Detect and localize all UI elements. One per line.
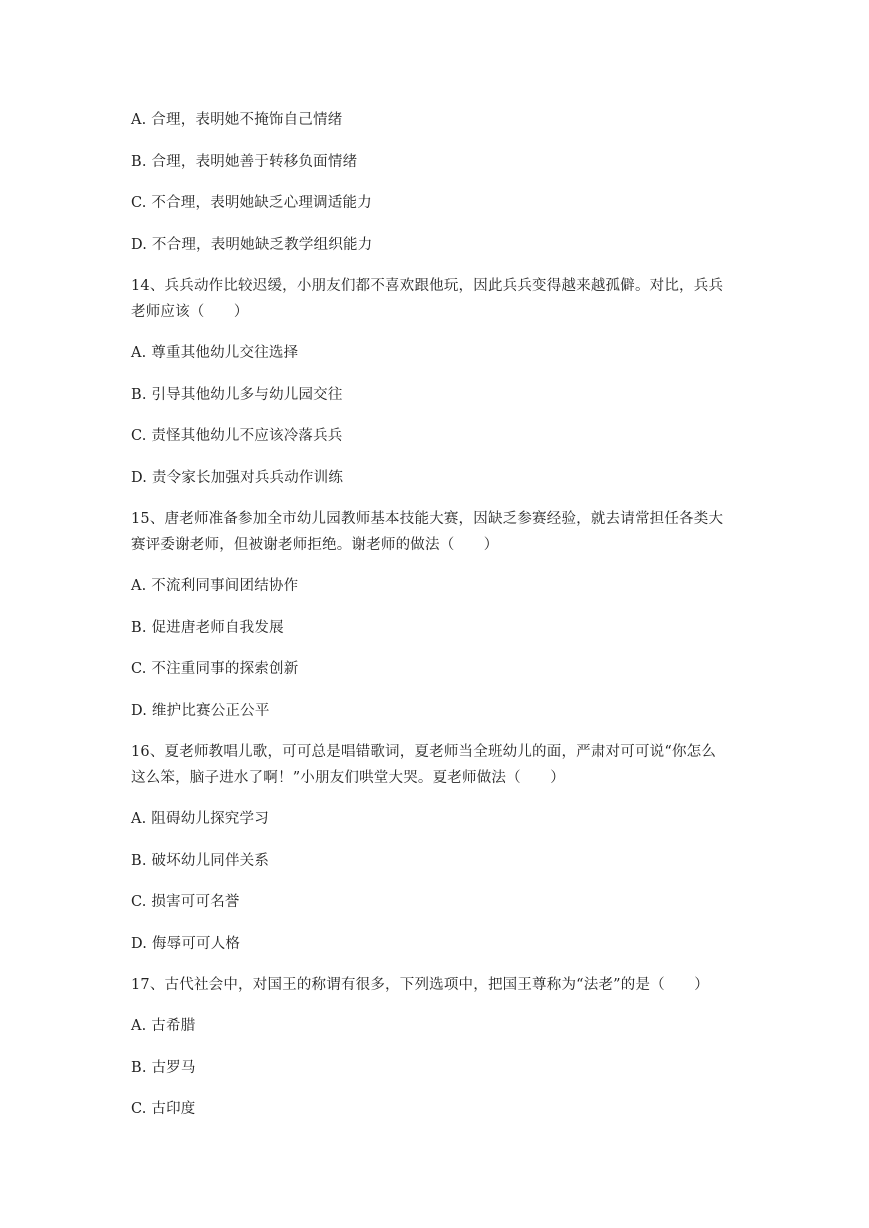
q15-option-c: C. 不注重同事的探索创新 (131, 661, 299, 677)
q14-option-d: D. 责令家长加强对兵兵动作训练 (131, 470, 344, 486)
q17-stem-line-1: 17、古代社会中，对国王的称谓有很多，下列选项中，把国王尊称为“法老”的是（ ） (131, 977, 709, 993)
q16-option-a: A. 阻碍幼儿探究学习 (131, 811, 269, 827)
q15-option-a: A. 不流利同事间团结协作 (131, 578, 299, 594)
q14-option-a: A. 尊重其他幼儿交往选择 (131, 345, 299, 361)
q16-stem-line-2: 这么笨，脑子进水了啊！”小朋友们哄堂大哭。夏老师做法（ ） (131, 770, 565, 786)
q17-option-a: A. 古希腊 (131, 1018, 196, 1034)
q15-stem-line-2: 赛评委谢老师，但被谢老师拒绝。谢老师的做法（ ） (131, 537, 499, 553)
q15-option-d: D. 维护比赛公正公平 (131, 703, 270, 719)
q14-stem-line-1: 14、兵兵动作比较迟缓，小朋友们都不喜欢跟他玩，因此兵兵变得越来越孤僻。对比，兵兵 (131, 278, 724, 294)
q13-option-d: D. 不合理，表明她缺乏教学组织能力 (131, 237, 373, 253)
q13-option-a: A. 合理，表明她不掩饰自己情绪 (131, 112, 343, 128)
q17-option-c: C. 古印度 (131, 1101, 196, 1117)
q16-option-c: C. 损害可可名誉 (131, 894, 240, 910)
q15-option-b: B. 促进唐老师自我发展 (131, 620, 284, 636)
q14-option-c: C. 责怪其他幼儿不应该冷落兵兵 (131, 428, 343, 444)
q15-stem-line-1: 15、唐老师准备参加全市幼儿园教师基本技能大赛，因缺乏参赛经验，就去请常担任各类大 (131, 511, 724, 527)
q13-option-c: C. 不合理，表明她缺乏心理调适能力 (131, 195, 372, 211)
q14-option-b: B. 引导其他幼儿多与幼儿园交往 (131, 387, 343, 403)
q13-option-b: B. 合理，表明她善于转移负面情绪 (131, 154, 358, 170)
q16-option-b: B. 破坏幼儿同伴关系 (131, 853, 270, 869)
q14-stem-line-2: 老师应该（ ） (131, 304, 249, 320)
q17-option-b: B. 古罗马 (131, 1060, 196, 1076)
q16-option-d: D. 侮辱可可人格 (131, 936, 241, 952)
q16-stem-line-1: 16、夏老师教唱儿歌，可可总是唱错歌词，夏老师当全班幼儿的面，严肃对可可说“你怎么 (131, 744, 717, 760)
